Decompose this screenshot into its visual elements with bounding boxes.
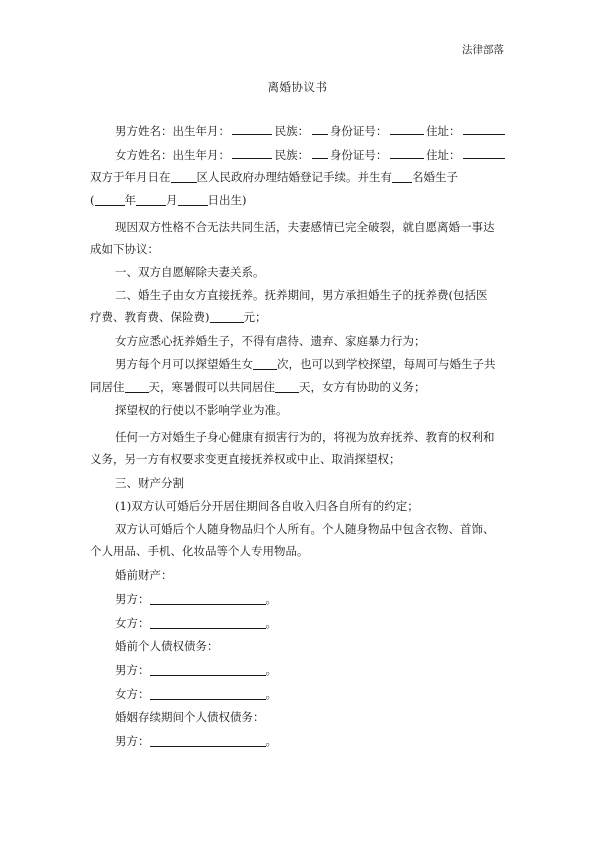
marriage-debt-heading: 婚姻存续期间个人债权债务： (115, 710, 265, 724)
section-2-line-1: 二、婚生子由女方直接抚养。抚养期间，男方承担婚生子的抚养费(包括医 (115, 288, 488, 302)
section-2-line-2: 疗费、教育费、保险费) 元； (90, 310, 267, 324)
husband-id-blank[interactable] (390, 122, 424, 135)
husband-info-line: 男方姓名：出生年月： 民族： 身份证号： 住址： (90, 122, 505, 140)
header-brand: 法律部落 (462, 44, 504, 56)
section-1: 一、双方自愿解除夫妻关系。 (115, 265, 265, 279)
visit-clause-line-1: 男方每个月可以探望婚生女 次，也可以到学校探望，每周可与婚生子共 (115, 357, 496, 371)
wife-info-line: 女方姓名：出生年月： 民族： 身份证号： 住址： (90, 146, 505, 164)
wife-birth-blank[interactable] (232, 146, 272, 159)
care-clause: 女方应悉心抚养婚生子，不得有虐待、遗弃、家庭暴力行为； (115, 334, 426, 348)
premarital-property-heading: 婚前财产： (115, 568, 173, 582)
birth-year-blank[interactable] (95, 193, 125, 206)
wife-ethnicity-blank[interactable] (312, 146, 328, 159)
visit-rule: 探望权的行使以不影响学业为准。 (115, 403, 288, 417)
child-count-blank[interactable] (392, 170, 412, 183)
birth-day-blank[interactable] (178, 193, 208, 206)
holiday-days-blank[interactable] (275, 380, 299, 393)
premarital-male-line: 男方： 。 (115, 592, 277, 606)
personal-items-line-2: 个人用品、手机、化妆品等个人专用物品。 (90, 544, 309, 558)
child-birth-line: ( 年 月 日出生) (90, 193, 247, 207)
intro-line-1: 现因双方性格不合无法共同生活，夫妻感情已完全破裂，就自愿离婚一事达 (115, 220, 495, 234)
birth-month-blank[interactable] (136, 193, 166, 206)
marriage-registration-line: 双方于年月日在 区人民政府办理结婚登记手续。并生有 名婚生子 (90, 170, 458, 184)
husband-birth-blank[interactable] (232, 122, 272, 135)
visit-count-blank[interactable] (253, 357, 277, 370)
harm-clause-line-2: 义务，另一方有权要求变更直接抚养权或中止、取消探望权； (90, 452, 401, 466)
document-title: 离婚协议书 (267, 80, 328, 94)
harm-clause-line-1: 任何一方对婚生子身心健康有损害行为的，将视为放弃抚养、教育的权利和 (115, 430, 495, 444)
premarital-debt-heading: 婚前个人债权债务： (115, 639, 219, 653)
debt-female-line: 女方： 。 (115, 687, 277, 701)
support-fee-blank[interactable] (210, 310, 244, 323)
section-3-item-1: (1)双方认可婚后分开居住期间各自收入归各自所有的约定； (115, 499, 419, 513)
intro-line-2: 成如下协议： (90, 242, 159, 256)
personal-items-line-1: 双方认可婚后个人随身物品归个人所有。个人随身物品中包含衣物、首饰、 (115, 522, 495, 536)
debt-male-blank[interactable] (150, 663, 266, 676)
debt-male-line: 男方： 。 (115, 663, 277, 677)
premarital-male-blank[interactable] (150, 592, 266, 605)
wife-id-blank[interactable] (390, 146, 424, 159)
wife-address-blank[interactable] (463, 146, 505, 159)
marriage-debt-male-line: 男方： 。 (115, 734, 277, 748)
premarital-female-blank[interactable] (150, 616, 266, 629)
debt-female-blank[interactable] (150, 687, 266, 700)
district-blank[interactable] (171, 170, 197, 183)
husband-address-blank[interactable] (463, 122, 505, 135)
section-3-title: 三、财产分割 (115, 476, 184, 490)
visit-clause-line-2: 同居住 天，寒暑假可以共同居住 天，女方有协助的义务； (90, 380, 426, 394)
husband-ethnicity-blank[interactable] (312, 122, 328, 135)
premarital-female-line: 女方： 。 (115, 616, 277, 630)
weekly-days-blank[interactable] (125, 380, 149, 393)
marriage-debt-male-blank[interactable] (150, 734, 266, 747)
